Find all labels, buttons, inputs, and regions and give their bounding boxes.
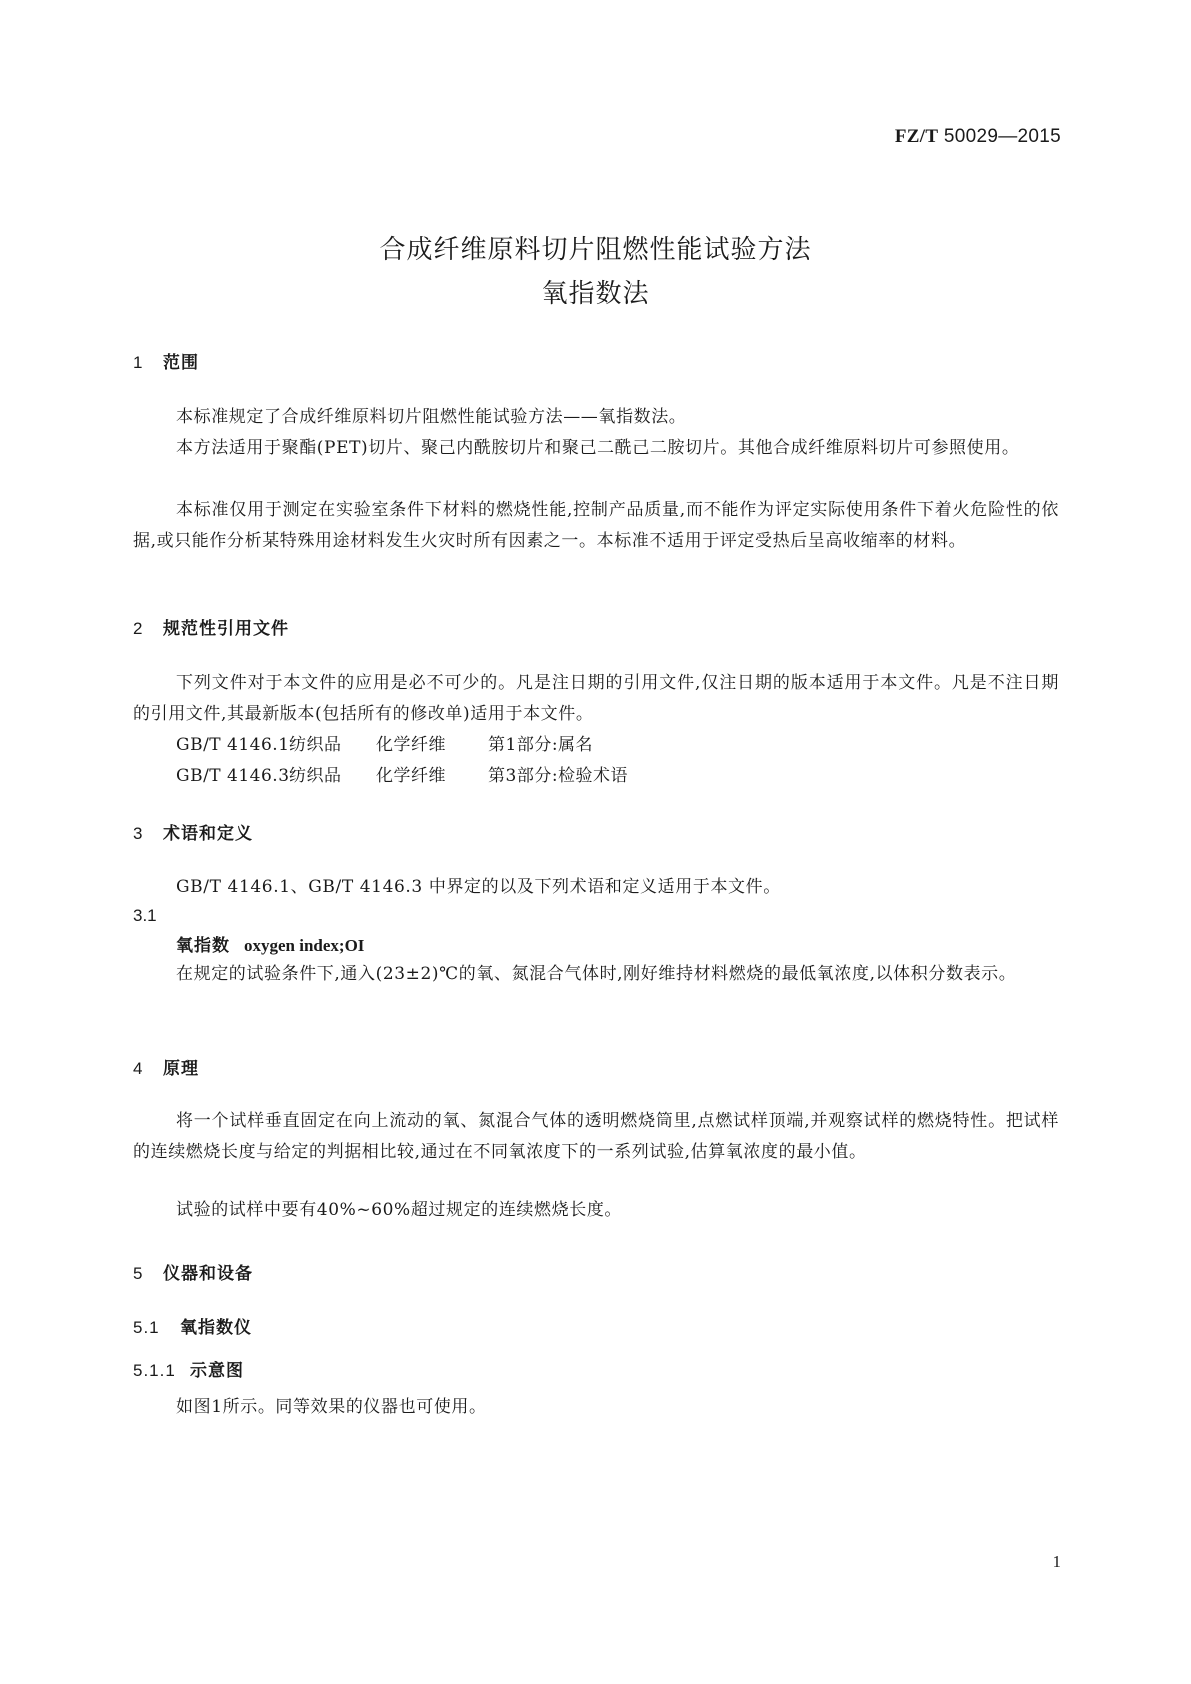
reference-part-b: 化学纤维 — [376, 766, 446, 786]
reference-item — [176, 761, 628, 792]
section-4-para-1: 将一个试样垂直固定在向上流动的氧、氮混合气体的透明燃烧筒里,点燃试样顶端,并观察试样的燃烧特性。把试样的连续燃烧长度与给定的判据相比较,通过在不同氧浓度下的一系列试验,估算氧浓度的最小值。 — [133, 1111, 1059, 1162]
section-1-number: 1 — [133, 353, 144, 372]
section-2-number: 2 — [133, 619, 144, 638]
section-1-para-3: 本标准仅用于测定在实验室条件下材料的燃烧性能,控制产品质量,而不能作为评定实际使用条件下着火危险性的依据,或只能作分析某特殊用途材料发生火灾时所有因素之一。本标准不适用于评定受热后呈高收缩率的材料。 — [133, 500, 1059, 551]
reference-part-c: 第3部分:检验术语 — [488, 766, 629, 786]
section-3-heading — [133, 819, 253, 844]
section-3-title: 术语和定义 — [163, 824, 253, 844]
reference-item — [176, 730, 593, 761]
section-5-1-heading — [133, 1313, 252, 1338]
section-1-para-2: 本方法适用于聚酯(PET)切片、聚己内酰胺切片和聚己二酰己二胺切片。其他合成纤维原料切片可参照使用。 — [176, 438, 1020, 458]
section-4-heading — [133, 1054, 199, 1079]
section-5-1-1-title: 示意图 — [190, 1361, 244, 1381]
term-number: 3.1 — [133, 906, 157, 925]
reference-code: GB/T 4146.3 — [176, 766, 290, 786]
section-4-number: 4 — [133, 1059, 144, 1078]
standard-code-number: 50029—2015 — [943, 126, 1061, 147]
page-number: 1 — [1052, 1552, 1061, 1571]
section-1-para-1: 本标准规定了合成纤维原料切片阻燃性能试验方法——氧指数法。 — [176, 407, 687, 427]
section-5-heading — [133, 1259, 253, 1284]
term-chinese: 氧指数 — [176, 936, 230, 956]
section-3-number: 3 — [133, 824, 144, 843]
section-5-1-1-number: 5.1.1 — [133, 1361, 176, 1380]
section-5-1-1-para-1: 如图1所示。同等效果的仪器也可使用。 — [176, 1397, 487, 1417]
section-2-para-1: 下列文件对于本文件的应用是必不可少的。凡是注日期的引用文件,仅注日期的版本适用于本文件。凡是不注日期的引用文件,其最新版本(包括所有的修改单)适用于本文件。 — [133, 673, 1059, 724]
title-line-2: 氧指数法 — [541, 279, 650, 309]
section-1-title: 范围 — [163, 353, 199, 373]
standard-code — [895, 126, 1061, 148]
title-line-1: 合成纤维原料切片阻燃性能试验方法 — [379, 235, 812, 265]
section-5-1-title: 氧指数仪 — [180, 1318, 252, 1338]
reference-part-a: 纺织品 — [289, 766, 342, 786]
section-5-number: 5 — [133, 1264, 144, 1283]
section-2-title: 规范性引用文件 — [163, 619, 289, 639]
section-3-para-1: GB/T 4146.1、GB/T 4146.3 中界定的以及下列术语和定义适用于本文件。 — [176, 877, 781, 897]
reference-part-b: 化学纤维 — [376, 735, 446, 755]
section-5-title: 仪器和设备 — [163, 1264, 253, 1284]
standard-code-prefix: FZ/T — [894, 126, 939, 147]
term-definition: 在规定的试验条件下,通入(23±2)℃的氧、氮混合气体时,刚好维持材料燃烧的最低氧浓度,以体积分数表示。 — [176, 964, 1017, 984]
document-title — [0, 228, 1191, 316]
reference-code: GB/T 4146.1 — [176, 735, 290, 755]
section-1-heading — [133, 348, 199, 373]
section-5-1-number: 5.1 — [133, 1318, 160, 1337]
reference-part-c: 第1部分:属名 — [488, 735, 594, 755]
term-entry — [176, 930, 364, 962]
term-english: oxygen index;OI — [244, 936, 365, 955]
section-5-1-1-heading — [133, 1356, 244, 1381]
section-2-heading — [133, 614, 289, 639]
reference-part-a: 纺织品 — [289, 735, 342, 755]
section-4-title: 原理 — [163, 1059, 199, 1079]
section-4-para-2: 试验的试样中要有40%~60%超过规定的连续燃烧长度。 — [176, 1200, 623, 1220]
